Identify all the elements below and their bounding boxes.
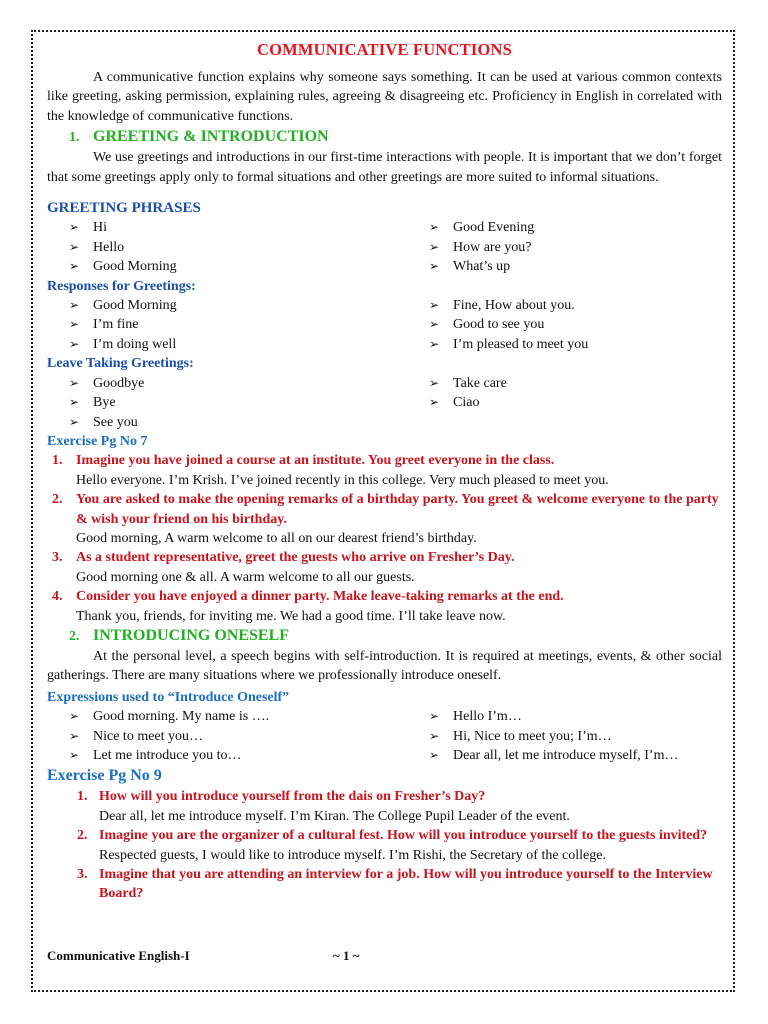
arrow-bullet-icon: ➢ <box>429 748 440 762</box>
leave-taking-left <box>47 374 429 432</box>
list-item-text: Hello I’m… <box>453 709 522 725</box>
exercise-item <box>47 865 722 904</box>
arrow-bullet-icon: ➢ <box>429 395 440 410</box>
footer-course: Communicative English-I <box>47 948 190 963</box>
exercise-answer: Respected guests, I would like to introduce myself. I’m Rishi, the Secretary of the college. <box>99 847 606 863</box>
list-item-text: Ciao <box>453 395 480 411</box>
list-item-text: Good morning. My name is …. <box>93 709 270 725</box>
list-item <box>69 238 429 257</box>
footer-page-number: ~ 1 ~ <box>333 948 360 963</box>
list-item <box>69 707 429 726</box>
exercise-item <box>47 451 722 490</box>
arrow-bullet-icon: ➢ <box>429 728 440 743</box>
arrow-bullet-icon: ➢ <box>69 317 80 332</box>
list-item <box>69 746 429 765</box>
leave-taking-list <box>47 374 722 432</box>
list-item-text: I’m pleased to meet you <box>453 336 589 352</box>
intro-paragraph: A communicative function explains why someone says something. It can be used at various common contexts like greeting, asking permission, explaining rules, agreeing & disagreeing etc. Proficiency in English in correlated with the knowledge of communicative functions. <box>47 70 722 124</box>
list-item <box>69 315 429 334</box>
greeting-phrases-left <box>47 218 429 276</box>
exercise-answer: Thank you, friends, for inviting me. We had a good time. I’ll take leave now. <box>76 608 506 624</box>
exercise-number: 3. <box>77 867 88 883</box>
list-item-text: Bye <box>93 395 116 411</box>
list-item <box>69 393 429 412</box>
exercise-number: 1. <box>52 453 63 469</box>
responses-left <box>47 296 429 354</box>
section-title: INTRODUCING ONESELF <box>93 626 290 644</box>
exercise-item <box>47 587 722 626</box>
expressions-list <box>47 707 722 765</box>
list-item-text: Hi <box>93 220 107 236</box>
list-item <box>429 296 722 315</box>
list-item <box>69 257 429 276</box>
arrow-bullet-icon: ➢ <box>429 709 440 724</box>
arrow-bullet-icon: ➢ <box>429 298 440 313</box>
section-title: GREETING & INTRODUCTION <box>93 128 329 146</box>
exercise-question: Imagine that you are attending an interview for a job. How will you introduce yourself to the Interview Board? <box>99 867 713 902</box>
arrow-bullet-icon: ➢ <box>69 395 80 410</box>
exercise-item <box>47 826 722 865</box>
arrow-bullet-icon: ➢ <box>429 259 440 274</box>
exercise-question: As a student representative, greet the guests who arrive on Fresher’s Day. <box>76 550 515 566</box>
arrow-bullet-icon: ➢ <box>69 375 80 390</box>
list-item-text: Good Evening <box>453 220 535 236</box>
list-item <box>429 218 722 237</box>
list-item-text: Good to see you <box>453 317 545 333</box>
arrow-bullet-icon: ➢ <box>69 259 80 274</box>
list-item-text: Take care <box>453 375 507 391</box>
list-item <box>429 393 722 412</box>
list-item-text: I’m fine <box>93 317 139 333</box>
arrow-bullet-icon: ➢ <box>429 317 440 332</box>
section-number: 1. <box>69 130 80 146</box>
arrow-bullet-icon: ➢ <box>69 239 80 254</box>
list-item-text: Dear all, let me introduce myself, I’m… <box>453 748 679 763</box>
exercise-number: 2. <box>77 828 88 844</box>
exercise-question: How will you introduce yourself from the dais on Fresher’s Day? <box>99 789 486 805</box>
list-item <box>429 374 722 393</box>
list-item-text: How are you? <box>453 239 532 255</box>
document-page <box>47 40 722 904</box>
introducing-paragraph: At the personal level, a speech begins with self-introduction. It is required at meetings, events, & other social gatherings. There are many situations where we professionally introduce oneself. <box>47 648 722 684</box>
list-item <box>429 257 722 276</box>
section-number: 2. <box>69 628 80 644</box>
exercise-question: Consider you have enjoyed a dinner party. Make leave-taking remarks at the end. <box>76 589 564 605</box>
arrow-bullet-icon: ➢ <box>69 220 80 235</box>
leave-taking-label: Leave Taking Greetings: <box>47 356 194 372</box>
expressions-right <box>429 707 722 765</box>
responses-right <box>429 296 722 354</box>
section-greeting-heading <box>47 127 722 148</box>
list-item <box>429 315 722 334</box>
list-item-text: Fine, How about you. <box>453 298 575 314</box>
list-item-text: See you <box>93 414 138 430</box>
page-footer <box>47 947 722 965</box>
list-item <box>69 218 429 237</box>
arrow-bullet-icon: ➢ <box>69 728 80 743</box>
list-item-text: Let me introduce you to… <box>93 748 242 763</box>
exercise-question: You are asked to make the opening remarks of a birthday party. You greet & welcome everyone to the party & wish your friend on his birthday. <box>76 492 719 527</box>
greeting-phrases-right <box>429 218 722 276</box>
list-item <box>69 296 429 315</box>
greeting-phrases-label: GREETING PHRASES <box>47 200 201 217</box>
responses-list <box>47 296 722 354</box>
exercise-number: 4. <box>52 589 63 605</box>
exercise-item <box>47 787 722 826</box>
list-item-text: What’s up <box>453 259 511 275</box>
exercise-item <box>47 548 722 587</box>
list-item-text: Nice to meet you… <box>93 728 204 744</box>
greeting-phrases-list <box>47 218 722 276</box>
exercise-7-list <box>47 451 722 626</box>
arrow-bullet-icon: ➢ <box>69 748 80 762</box>
exercise-question: Imagine you are the organizer of a cultural fest. How will you introduce yourself to the guests invited? <box>99 828 708 844</box>
arrow-bullet-icon: ➢ <box>69 336 80 351</box>
exercise-7-label: Exercise Pg No 7 <box>47 433 148 449</box>
arrow-bullet-icon: ➢ <box>429 336 440 351</box>
page-title: COMMUNICATIVE FUNCTIONS <box>256 40 512 59</box>
exercise-number: 1. <box>77 789 88 805</box>
list-item-text: Goodbye <box>93 375 145 391</box>
list-item-text: Good Morning <box>93 298 177 314</box>
list-item <box>69 727 429 746</box>
list-item <box>429 746 722 765</box>
arrow-bullet-icon: ➢ <box>69 414 80 429</box>
section-introducing-heading <box>47 626 722 647</box>
list-item <box>69 335 429 354</box>
exercise-question: Imagine you have joined a course at an institute. You greet everyone in the class. <box>76 453 555 469</box>
leave-taking-right <box>429 374 722 432</box>
list-item-text: Hello <box>93 239 125 255</box>
exercise-9-label: Exercise Pg No 9 <box>47 767 162 785</box>
list-item <box>429 727 722 746</box>
list-item <box>429 707 722 726</box>
list-item <box>429 238 722 257</box>
exercise-answer: Good morning one & all. A warm welcome to all our guests. <box>76 569 415 585</box>
exercise-answer: Good morning, A warm welcome to all on our dearest friend’s birthday. <box>76 530 477 546</box>
list-item-text: Hi, Nice to meet you; I’m… <box>453 728 612 744</box>
exercise-answer: Dear all, let me introduce myself. I’m Kiran. The College Pupil Leader of the event. <box>99 808 570 824</box>
list-item-text: Good Morning <box>93 259 177 275</box>
exercise-number: 3. <box>52 550 63 566</box>
exercise-9-list <box>47 787 722 903</box>
responses-label: Responses for Greetings: <box>47 278 196 294</box>
list-item-text: I’m doing well <box>93 336 177 352</box>
greeting-paragraph: We use greetings and introductions in our first-time interactions with people. It is important that we don’t forget that some greetings apply only to formal situations and other greetings are more suited to informal situations. <box>47 150 722 185</box>
arrow-bullet-icon: ➢ <box>69 298 80 313</box>
arrow-bullet-icon: ➢ <box>429 220 440 235</box>
exercise-answer: Hello everyone. I’m Krish. I’ve joined recently in this college. Very much pleased to meet you. <box>76 472 609 488</box>
exercise-item <box>47 490 722 548</box>
expressions-label: Expressions used to “Introduce Oneself” <box>47 689 290 705</box>
arrow-bullet-icon: ➢ <box>69 709 80 724</box>
exercise-number: 2. <box>52 492 63 508</box>
arrow-bullet-icon: ➢ <box>429 375 440 390</box>
arrow-bullet-icon: ➢ <box>429 239 440 254</box>
list-item <box>69 374 429 393</box>
list-item <box>429 335 722 354</box>
list-item <box>69 413 429 432</box>
expressions-left <box>47 707 429 765</box>
